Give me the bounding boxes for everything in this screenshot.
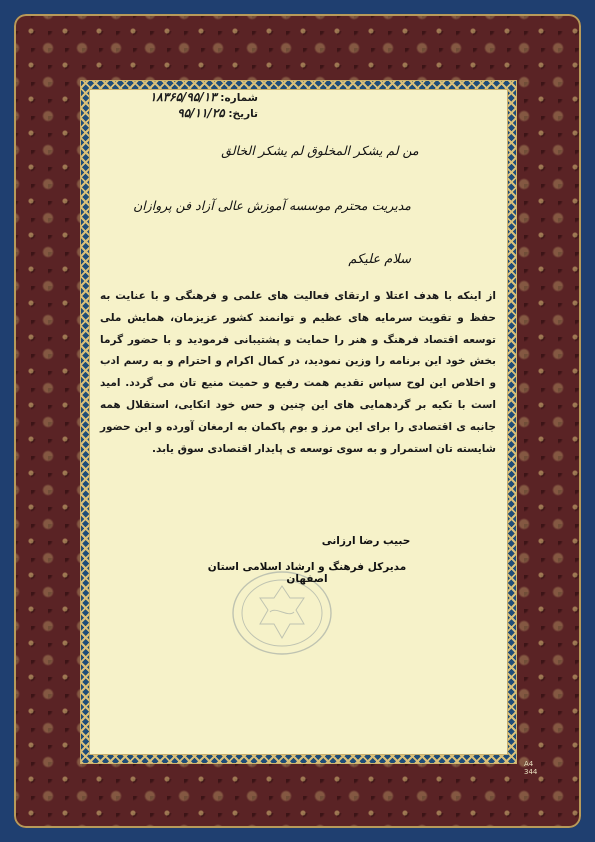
date-row	[128, 106, 258, 122]
signatory-name: حبیب رضا ارزانی	[321, 535, 411, 547]
signatory-title: مدیرکل فرهنگ و ارشاد اسلامی استان اصفهان	[207, 561, 407, 585]
ref-number-label: شماره:	[220, 92, 258, 104]
greeting-line: سلام علیکم	[348, 252, 411, 267]
letter-date: ۹۵/۱۱/۲۵	[177, 106, 225, 120]
page-code	[524, 760, 537, 776]
date-label: تاریخ:	[228, 108, 258, 120]
reference-block	[128, 90, 258, 122]
addressee-line: مدیریت محترم موسسه آموزش عالی آزاد فن پروازان	[133, 198, 411, 213]
ref-number: ۱۸۳۶۵/۹۵/۱۳	[149, 90, 217, 104]
page-code-line-1: A4	[524, 760, 534, 768]
page-code-line-2: 344	[524, 768, 538, 776]
invocation-heading: من لم یشکر المخلوق لم یشکر الخالق	[221, 143, 419, 158]
letter-body: از اینکه با هدف اعتلا و ارتقای فعالیت های علمی و فرهنگی و با عنایت به حفظ و تقویت سرمایه های عظیم و توانمند کشور عزیزمان، همایش ملی توسعه اقتصاد فرهنگ و هنر را حمایت و پشتیبانی فرمودید و با حضور گرما بخش خود این برنامه را وزین نمودید، در کمال اکرام و احترام و به رسم ادب و اخلاص این لوح سپاس تقدیم همت رفیع و حمیت منیع تان می گردد. امید است با تکیه بر گردهمایی های این چنین و حس خود اتکایی، استقلال همه جانبه ی اقتصادی را برای این مرز و بوم پاکمان به ارمغان آورده و این حضور شایسته تان استمرار و به سوی توسعه ی پایدار اقتصادی سوق یابد.	[100, 290, 496, 455]
ref-number-row	[128, 90, 258, 106]
letter-paper	[89, 89, 508, 755]
